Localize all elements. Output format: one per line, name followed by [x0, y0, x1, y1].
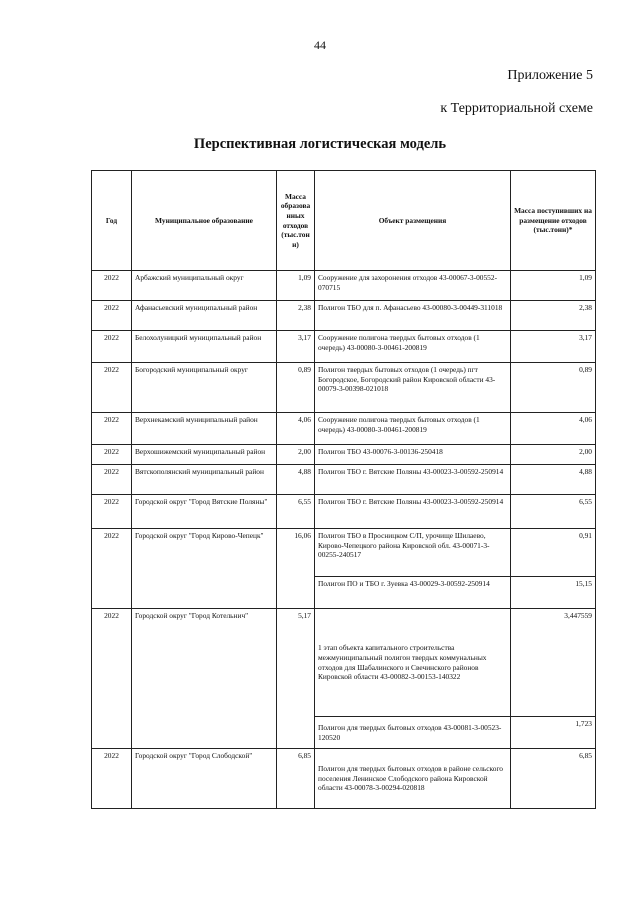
received-cell: 3,447559 — [511, 609, 596, 717]
mass-cell: 1,09 — [277, 271, 315, 301]
received-cell: 6,85 — [511, 749, 596, 809]
mass-cell: 4,06 — [277, 413, 315, 445]
table-row — [92, 609, 596, 717]
facility-cell: Полигон ТБО 43-00076-3-00136-250418 — [315, 445, 511, 465]
table-row — [92, 529, 596, 577]
municipality-cell: Арбажский муниципальный округ — [132, 271, 277, 301]
page-number: 44 — [314, 38, 326, 52]
year-cell: 2022 — [92, 413, 132, 445]
municipality-cell: Городской округ "Город Котельнич" — [132, 609, 277, 749]
table-row — [92, 495, 596, 529]
municipality-cell: Верхнекамский муниципальный район — [132, 413, 277, 445]
municipality-cell: Вятскополянский муниципальный район — [132, 465, 277, 495]
received-cell: 1,723 — [511, 717, 596, 749]
facility-cell: Полигон ТБО г. Вятские Поляны 43-00023-3-00592-250914 — [315, 465, 511, 495]
table-row — [92, 413, 596, 445]
facility-cell: Полигон ПО и ТБО г. Зуевка 43-00029-3-00592-250914 — [315, 577, 511, 609]
received-cell: 0,91 — [511, 529, 596, 577]
facility-cell: Полигон ТБО для п. Афанасьево 43-00080-3-00449-311018 — [315, 301, 511, 331]
mass-cell: 6,55 — [277, 495, 315, 529]
scheme-reference: к Территориальной схеме — [440, 101, 593, 116]
facility-cell: 1 этап объекта капитального строительства межмуниципальный полигон твердых коммунальных отходов для Шабалинского и Свечинского районов Кировской области 43-00082-3-00153-140322 — [315, 609, 511, 717]
received-cell: 2,00 — [511, 445, 596, 465]
municipality-cell: Городской округ "Город Слободской" — [132, 749, 277, 809]
year-cell: 2022 — [92, 529, 132, 609]
facility-cell: Сооружение полигона твердых бытовых отходов (1 очередь) 43-00080-3-00461-200819 — [315, 331, 511, 363]
mass-cell: 16,06 — [277, 529, 315, 609]
year-cell: 2022 — [92, 465, 132, 495]
facility-cell: Полигон для твердых бытовых отходов 43-00081-3-00523-120520 — [315, 717, 511, 749]
municipality-cell: Афанасьевский муниципальный район — [132, 301, 277, 331]
received-cell: 6,55 — [511, 495, 596, 529]
year-cell: 2022 — [92, 609, 132, 749]
year-cell: 2022 — [92, 445, 132, 465]
received-cell: 1,09 — [511, 271, 596, 301]
mass-cell: 0,89 — [277, 363, 315, 413]
table-row — [92, 749, 596, 809]
mass-cell: 3,17 — [277, 331, 315, 363]
facility-cell: Сооружение полигона твердых бытовых отходов (1 очередь) 43-00080-3-00461-200819 — [315, 413, 511, 445]
received-cell: 4,88 — [511, 465, 596, 495]
received-cell: 15,15 — [511, 577, 596, 609]
year-cell: 2022 — [92, 749, 132, 809]
header-mass-generated: Масса образова нных отходов (тыс.тон н) — [277, 171, 315, 271]
mass-cell: 6,85 — [277, 749, 315, 809]
table-row — [92, 331, 596, 363]
table-row — [92, 445, 596, 465]
year-cell: 2022 — [92, 495, 132, 529]
received-cell: 3,17 — [511, 331, 596, 363]
year-cell: 2022 — [92, 271, 132, 301]
facility-cell: Полигон твердых бытовых отходов (1 очередь) пгт Богородское, Богородский район Кировской области 43-00079-3-00398-021018 — [315, 363, 511, 413]
table-header-row — [92, 171, 596, 271]
mass-cell: 2,38 — [277, 301, 315, 331]
municipality-cell: Белохолуницкий муниципальный район — [132, 331, 277, 363]
received-cell: 0,89 — [511, 363, 596, 413]
municipality-cell: Верхошижемский муниципальный район — [132, 445, 277, 465]
municipality-cell: Богородский муниципальный округ — [132, 363, 277, 413]
appendix-label: Приложение 5 — [507, 68, 593, 83]
header-facility: Объект размещения — [315, 171, 511, 271]
mass-cell: 4,88 — [277, 465, 315, 495]
mass-cell: 2,00 — [277, 445, 315, 465]
facility-cell: Полигон ТБО в Просницком С/П, урочище Шилаево, Кирово-Чепецкого района Кировской обл. 43-00071-3-00255-240517 — [315, 529, 511, 577]
header-municipality: Муниципальное образование — [132, 171, 277, 271]
table-row — [92, 301, 596, 331]
year-cell: 2022 — [92, 301, 132, 331]
facility-cell: Сооружение для захоронения отходов 43-00067-3-00552-070715 — [315, 271, 511, 301]
year-cell: 2022 — [92, 363, 132, 413]
mass-cell: 5,17 — [277, 609, 315, 749]
header-year: Год — [92, 171, 132, 271]
table-row — [92, 363, 596, 413]
header-mass-received: Масса поступивших на размещение отходов (тыс.тонн)* — [511, 171, 596, 271]
table-row — [92, 465, 596, 495]
municipality-cell: Городской округ "Город Вятские Поляны" — [132, 495, 277, 529]
received-cell: 4,06 — [511, 413, 596, 445]
facility-cell: Полигон ТБО г. Вятские Поляны 43-00023-3-00592-250914 — [315, 495, 511, 529]
page-title: Перспективная логистическая модель — [193, 136, 447, 152]
logistics-table — [91, 170, 596, 809]
municipality-cell: Городской округ "Город Кирово-Чепецк" — [132, 529, 277, 609]
facility-cell: Полигон для твердых бытовых отходов в районе сельского поселения Ленинское Слободского района Кировской области 43-00078-3-00294-020818 — [315, 749, 511, 809]
received-cell: 2,38 — [511, 301, 596, 331]
year-cell: 2022 — [92, 331, 132, 363]
table-row — [92, 271, 596, 301]
